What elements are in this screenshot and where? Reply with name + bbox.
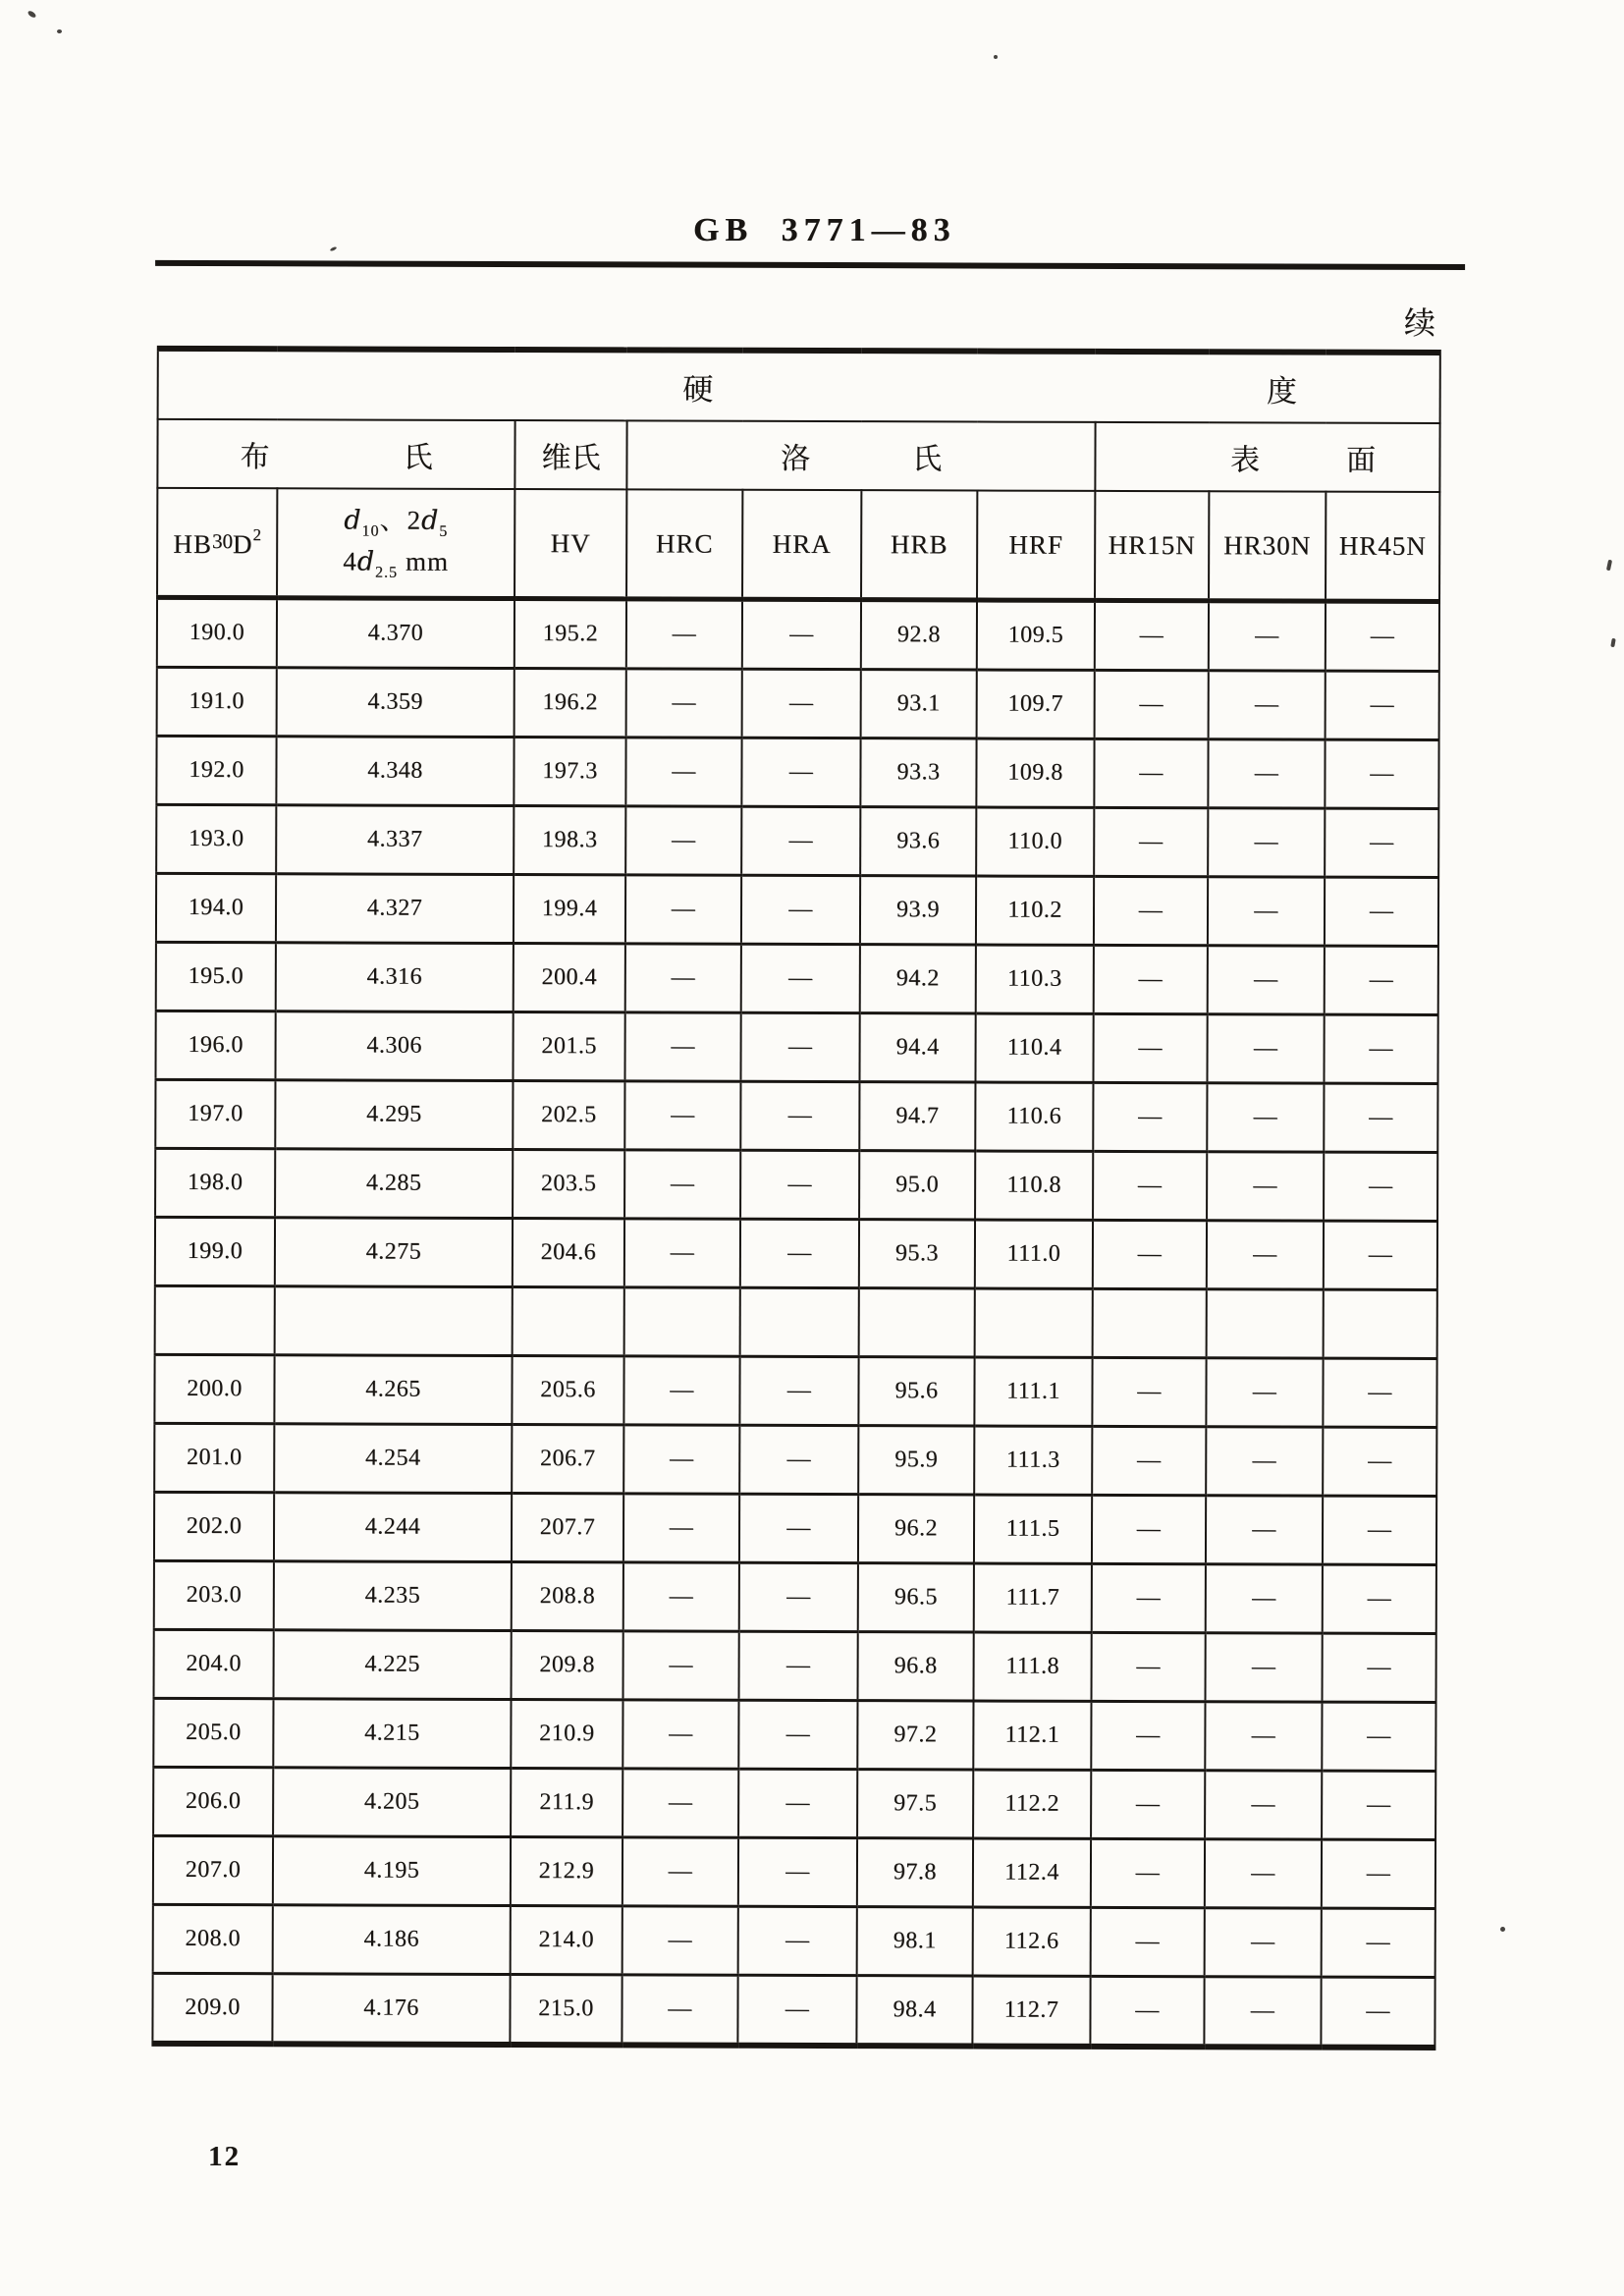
hardness-char-right: 度 — [1266, 373, 1297, 410]
table-cell: 94.4 — [859, 1013, 975, 1082]
diameter-line1: $d_{10}$、$2d_5$ — [344, 505, 449, 540]
table-row — [155, 1148, 1437, 1221]
table-cell: — — [625, 875, 741, 944]
diameter-line2: $4d_{2.5}$ mm — [343, 546, 450, 581]
group-vickers-label: 维氏 — [541, 442, 601, 475]
table-cell: 111.8 — [974, 1632, 1092, 1701]
table-cell: — — [1324, 1221, 1437, 1289]
table-row — [153, 1698, 1435, 1771]
group-brinell-char: 氏 — [403, 441, 433, 474]
table-cell: — — [1209, 601, 1326, 671]
table-cell: — — [1208, 808, 1325, 877]
table-cell: 93.1 — [861, 670, 977, 738]
table-cell: — — [1323, 1427, 1436, 1496]
table-row — [153, 1904, 1435, 1977]
table-cell: — — [1206, 1427, 1323, 1496]
table-cell: — — [738, 1769, 857, 1837]
table-cell: 201.5 — [513, 1012, 624, 1081]
table-cell: 98.4 — [856, 1976, 972, 2047]
table-cell: 208.8 — [512, 1562, 623, 1631]
table-cell: 192.0 — [156, 736, 276, 804]
header-row-hardness — [158, 349, 1440, 423]
col-header-hr30n: HR30N — [1209, 491, 1326, 601]
table-cell: — — [1092, 1563, 1206, 1632]
table-cell: — — [623, 1425, 739, 1494]
table-cell: — — [1206, 1633, 1323, 1702]
table-cell: — — [741, 944, 860, 1012]
table-cell: — — [741, 738, 860, 806]
table-cell: — — [742, 669, 861, 738]
table-cell: — — [624, 1081, 740, 1150]
table-cell: 4.295 — [275, 1080, 513, 1150]
table-cell: — — [1321, 1977, 1435, 2048]
table-cell: 204.6 — [513, 1219, 624, 1287]
table-cell: 209.0 — [152, 1973, 272, 2044]
header-row-scales — [157, 419, 1439, 492]
table-cell: 97.5 — [857, 1770, 973, 1838]
table-cell: — — [1094, 945, 1208, 1013]
table-cell — [859, 1288, 975, 1357]
table-cell: — — [739, 1494, 858, 1562]
col-header-hb — [157, 488, 277, 598]
table-row — [155, 1217, 1437, 1289]
table-cell: 112.6 — [973, 1907, 1091, 1976]
table-cell — [155, 1285, 275, 1354]
table-row — [153, 1835, 1435, 1908]
table-cell: 4.285 — [275, 1149, 513, 1219]
table-cell: — — [1208, 877, 1325, 946]
table-cell: 110.8 — [975, 1151, 1093, 1220]
table-cell: 95.0 — [859, 1151, 975, 1220]
table-cell: 4.254 — [274, 1424, 512, 1494]
standard-code-title: GB 3771—83 — [693, 212, 956, 248]
table-cell: — — [1091, 1770, 1205, 1838]
table-cell: 195.2 — [514, 599, 626, 669]
table-cell: 198.0 — [155, 1148, 275, 1217]
table-cell: 210.9 — [511, 1700, 623, 1769]
table-cell: — — [1326, 601, 1439, 671]
table-cell: 109.8 — [976, 738, 1094, 807]
table-row — [154, 1423, 1436, 1496]
table-cell: — — [626, 599, 742, 669]
table-cell: 95.6 — [858, 1357, 974, 1426]
table-cell: 212.9 — [511, 1837, 623, 1906]
table-cell: — — [1205, 1908, 1322, 1977]
table-cell: — — [1322, 1702, 1435, 1771]
group-rockwell — [626, 420, 1095, 490]
table-cell: 94.7 — [859, 1082, 975, 1151]
table-cell: 202.0 — [154, 1492, 274, 1560]
table-cell: — — [1323, 1633, 1436, 1702]
table-cell: — — [739, 1631, 858, 1700]
table-cell: 201.0 — [154, 1423, 274, 1492]
table-cell: 112.7 — [972, 1976, 1090, 2047]
table-cell: 93.6 — [860, 807, 976, 876]
table-cell: — — [623, 1356, 739, 1425]
table-cell: — — [623, 1700, 738, 1769]
table-row — [154, 1354, 1436, 1427]
table-cell: — — [1325, 808, 1438, 877]
table-cell: 197.3 — [514, 738, 625, 806]
table-cell: — — [623, 1494, 739, 1562]
table-cell: 110.2 — [976, 876, 1094, 945]
table-cell: — — [740, 1081, 859, 1150]
table-cell: 200.0 — [154, 1354, 274, 1423]
table-cell: — — [1091, 1907, 1205, 1976]
table-cell: 4.244 — [274, 1493, 512, 1562]
table-cell: 93.3 — [860, 738, 976, 807]
hb-base: HB — [173, 528, 213, 559]
col-header-diameter — [277, 488, 514, 598]
table-cell: 98.1 — [857, 1907, 973, 1976]
table-cell: 95.9 — [858, 1426, 974, 1495]
group-surface-char: 表 — [1229, 444, 1261, 477]
table-cell: — — [1322, 1839, 1435, 1908]
table-cell: — — [1205, 1839, 1322, 1908]
table-cell: 4.186 — [273, 1905, 511, 1975]
table-cell: 4.327 — [276, 874, 514, 944]
table-row — [157, 597, 1439, 671]
table-cell — [1324, 1289, 1437, 1358]
table-cell: 203.0 — [154, 1560, 274, 1629]
table-cell: — — [623, 1769, 738, 1837]
table-cell: 111.7 — [974, 1563, 1092, 1632]
table-cell: — — [1325, 877, 1438, 946]
col-header-hr15n: HR15N — [1095, 491, 1209, 601]
table-cell — [513, 1287, 624, 1356]
table-cell: 4.316 — [276, 943, 514, 1012]
table-cell: 111.5 — [974, 1495, 1092, 1563]
header-row-columns — [157, 488, 1439, 602]
hb-exponent: 2 — [252, 524, 262, 544]
table-cell: — — [1324, 1083, 1437, 1152]
table-cell: 97.8 — [857, 1838, 973, 1907]
table-cell: — — [1324, 1152, 1437, 1221]
table-cell: 197.0 — [155, 1079, 275, 1148]
table-row — [154, 1629, 1436, 1702]
table-cell: — — [1093, 1220, 1207, 1288]
table-cell: — — [738, 1837, 857, 1906]
table-cell: — — [742, 599, 861, 669]
table-cell: — — [1093, 1082, 1207, 1151]
table-cell: 205.6 — [512, 1356, 623, 1425]
table-cell: — — [737, 1975, 856, 2046]
table-cell: — — [1324, 1014, 1437, 1083]
table-cell: — — [1322, 1908, 1435, 1977]
table-cell: 110.3 — [976, 945, 1094, 1013]
table-cell: 96.2 — [858, 1495, 974, 1563]
group-brinell — [157, 419, 514, 489]
table-cell: 194.0 — [156, 873, 276, 942]
table-cell: — — [625, 944, 741, 1012]
table-cell: — — [1322, 1771, 1435, 1839]
table-cell: — — [741, 875, 860, 944]
table-cell: 110.4 — [975, 1013, 1093, 1082]
col-header-hrf: HRF — [977, 490, 1095, 600]
table-row — [154, 1560, 1436, 1633]
table-cell: — — [1094, 738, 1208, 807]
table-cell: 4.275 — [275, 1218, 513, 1287]
table-cell: — — [1091, 1701, 1205, 1770]
table-cell: — — [624, 1219, 740, 1287]
table-cell: 93.9 — [860, 876, 976, 945]
page-number: 12 — [208, 2141, 241, 2172]
table-row — [155, 1079, 1437, 1152]
table-cell: — — [624, 1012, 740, 1081]
table-cell — [1207, 1289, 1324, 1358]
continued-label: 续 — [1403, 304, 1435, 341]
table-cell: — — [1206, 1496, 1323, 1564]
table-cell: 112.4 — [973, 1838, 1091, 1907]
table-cell: — — [1207, 1083, 1324, 1152]
table-cell: 195.0 — [156, 942, 276, 1011]
table-cell: 109.7 — [977, 670, 1095, 738]
table-cell: — — [1325, 946, 1438, 1014]
table-cell: — — [1205, 1702, 1322, 1771]
group-surface — [1095, 422, 1439, 492]
table-body — [152, 597, 1439, 2048]
table-cell: 112.1 — [973, 1701, 1091, 1770]
table-cell: — — [623, 1631, 739, 1700]
table-cell: 4.195 — [273, 1836, 511, 1906]
table-cell — [1093, 1288, 1207, 1357]
table-cell: — — [1208, 739, 1325, 808]
table-cell: — — [1093, 1151, 1207, 1220]
table-cell: 4.205 — [273, 1768, 511, 1837]
table-cell: 206.0 — [153, 1767, 273, 1835]
group-vickers — [514, 420, 626, 489]
table-cell — [275, 1286, 513, 1356]
hardness-char-left: 硬 — [682, 372, 714, 408]
table-cell: — — [739, 1356, 858, 1425]
table-cell: — — [1091, 1838, 1205, 1907]
table-cell: 96.5 — [858, 1563, 974, 1632]
hb-load: 30 — [211, 528, 234, 553]
table-cell: — — [623, 1906, 738, 1975]
table-cell: 4.235 — [274, 1561, 512, 1631]
table-cell: 190.0 — [157, 597, 277, 667]
header-rule — [155, 260, 1465, 270]
table-cell: 200.4 — [514, 944, 625, 1012]
hardness-span-cell — [158, 349, 1440, 423]
table-cell: 4.225 — [274, 1630, 512, 1700]
table-cell: 207.0 — [153, 1835, 273, 1904]
table-cell: 97.2 — [857, 1701, 973, 1770]
table-cell: 202.5 — [513, 1081, 624, 1150]
table-row — [156, 736, 1438, 808]
table-cell: 109.5 — [977, 600, 1095, 670]
table-cell: 205.0 — [153, 1698, 273, 1767]
hardness-conversion-table — [151, 346, 1441, 2050]
table-cell — [624, 1287, 740, 1356]
table-cell: — — [1094, 807, 1208, 876]
table-cell: — — [1092, 1632, 1206, 1701]
table-cell: 110.0 — [976, 807, 1094, 876]
table-cell: 203.5 — [513, 1150, 624, 1219]
table-cell: 95.3 — [859, 1220, 975, 1288]
table-row — [154, 1492, 1436, 1564]
table-cell: 111.1 — [974, 1357, 1092, 1426]
table-cell: — — [1205, 1771, 1322, 1839]
table-cell: — — [740, 1150, 859, 1219]
table-cell: — — [1207, 1221, 1324, 1289]
table-cell: — — [1206, 1564, 1323, 1633]
table-cell: 196.0 — [155, 1011, 275, 1079]
table-cell: 4.370 — [277, 598, 514, 669]
table-cell: — — [740, 1219, 859, 1287]
table-cell: — — [1326, 671, 1439, 739]
table-cell: — — [1094, 876, 1208, 945]
table-row — [156, 873, 1438, 946]
table-cell: 4.348 — [276, 737, 514, 806]
table-cell: — — [622, 1975, 737, 2046]
table-cell — [975, 1288, 1093, 1357]
table-row — [152, 1973, 1435, 2048]
table-cell: 111.0 — [975, 1220, 1093, 1288]
table-cell: — — [1204, 1977, 1321, 2048]
table-cell: 4.265 — [274, 1355, 512, 1425]
table-row — [156, 804, 1438, 877]
table-cell: 209.8 — [512, 1631, 623, 1700]
table-cell: 206.7 — [512, 1425, 623, 1494]
table-cell: — — [739, 1562, 858, 1631]
table-cell: — — [1323, 1358, 1436, 1427]
col-header-hv: HV — [514, 489, 626, 599]
table-cell: 4.359 — [277, 668, 514, 738]
table-cell: — — [741, 806, 860, 875]
table-cell: — — [1090, 1976, 1204, 2047]
table-row — [155, 1011, 1437, 1083]
table-cell: 193.0 — [156, 804, 276, 873]
table-cell: 214.0 — [511, 1906, 623, 1975]
table-cell: 211.9 — [511, 1769, 623, 1837]
group-rockwell-char: 洛 — [780, 442, 811, 475]
table-cell: 92.8 — [861, 600, 977, 670]
table-cell — [740, 1287, 859, 1356]
col-header-hrc: HRC — [626, 489, 742, 599]
table-cell: — — [738, 1700, 857, 1769]
table-cell: 198.3 — [514, 806, 625, 875]
table-cell: 191.0 — [157, 667, 277, 736]
table-cell: 110.6 — [975, 1082, 1093, 1151]
col-header-hra: HRA — [742, 490, 861, 600]
col-header-hr45n: HR45N — [1326, 492, 1439, 602]
table-cell: — — [1092, 1357, 1206, 1426]
table-row — [153, 1767, 1435, 1839]
table-row — [156, 942, 1438, 1014]
table-cell: — — [1206, 1358, 1323, 1427]
table-cell: — — [623, 1562, 739, 1631]
table-cell: — — [1092, 1495, 1206, 1563]
table-cell: — — [1095, 600, 1209, 670]
table-cell: 112.2 — [973, 1770, 1091, 1838]
table-cell: — — [1207, 1014, 1324, 1083]
table-cell: 94.2 — [860, 945, 976, 1013]
table-cell: 199.0 — [155, 1217, 275, 1285]
table-cell: — — [1323, 1496, 1436, 1564]
table-cell: — — [1095, 670, 1209, 738]
hb-ball: D — [232, 528, 253, 559]
spacer-row — [155, 1285, 1437, 1358]
table-cell: — — [740, 1012, 859, 1081]
table-cell: — — [1092, 1426, 1206, 1495]
table-cell: — — [625, 806, 741, 875]
table-cell: 111.3 — [974, 1426, 1092, 1495]
table-cell: — — [1209, 671, 1326, 739]
table-cell: 196.2 — [514, 669, 626, 738]
col-header-hrb: HRB — [861, 490, 977, 600]
table-cell: — — [623, 1837, 738, 1906]
table-cell: 215.0 — [510, 1975, 622, 2046]
group-rockwell-char: 氏 — [911, 443, 943, 476]
table-cell: — — [1325, 739, 1438, 808]
group-brinell-char: 布 — [240, 441, 270, 474]
table-cell: 199.4 — [514, 875, 625, 944]
table-cell: — — [1207, 1152, 1324, 1221]
table-cell: 204.0 — [154, 1629, 274, 1698]
table-cell: — — [625, 738, 741, 806]
group-surface-char: 面 — [1345, 444, 1377, 477]
table-cell: — — [624, 1150, 740, 1219]
table-cell: — — [1208, 946, 1325, 1014]
table-cell: 208.0 — [153, 1904, 273, 1973]
table-cell: 4.306 — [275, 1011, 513, 1081]
table-cell: — — [626, 669, 742, 738]
table-header — [157, 349, 1440, 602]
table-cell: 4.215 — [273, 1699, 511, 1769]
table-cell: — — [1093, 1013, 1207, 1082]
table-cell: 4.337 — [276, 805, 514, 875]
table-cell: 4.176 — [272, 1974, 510, 2045]
table-cell: 207.7 — [512, 1494, 623, 1562]
table-cell: — — [1323, 1564, 1436, 1633]
table-cell: — — [738, 1906, 857, 1975]
table-cell: — — [739, 1425, 858, 1494]
table-row — [157, 667, 1439, 739]
table-cell: 96.8 — [858, 1632, 974, 1701]
